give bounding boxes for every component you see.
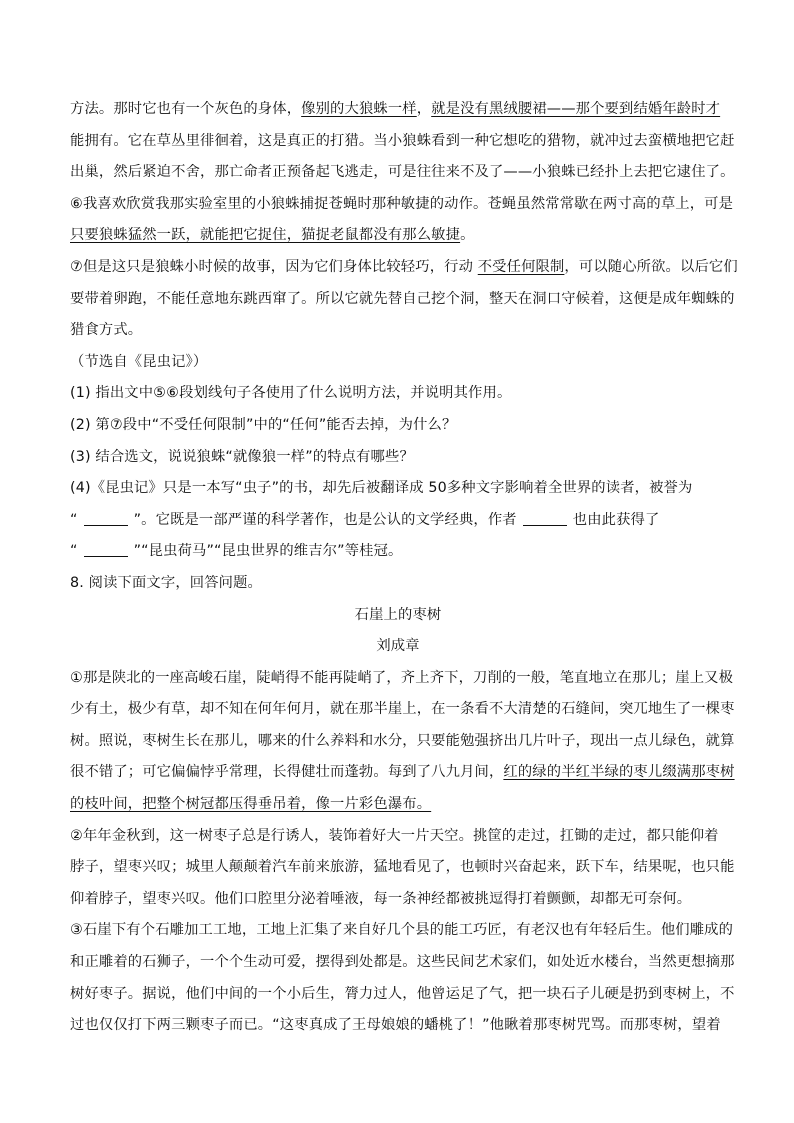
text-line [70, 600, 726, 632]
text-line [70, 284, 735, 316]
answer-blank [84, 511, 128, 526]
underlined-text: 的枝叶间，把整个树冠都压得垂吊着，像一片彩色瀑布。 [70, 796, 432, 813]
text-line [70, 694, 735, 726]
text-segment: （节选自《昆虫记》） [70, 353, 208, 370]
text-line [70, 915, 734, 947]
text-segment: 仰着脖子，望枣兴叹。他们口腔里分泌着唾液，每一条神经都被挑逗得打着颤颤，却都无可奈何。 [70, 890, 692, 907]
underlined-text: 只要狼蛛猛然一跃，就能把它捉住，猫捉老鼠都没有那么敏捷 [70, 227, 461, 244]
text-line [70, 1010, 726, 1042]
text-segment: (3) 结合选文，说说狼蛛“就像狼一样”的特点有哪些？ [70, 448, 414, 465]
text-segment: (4)《昆虫记》只是一本写“虫子”的书，却先后被翻译成 50多种文字影响着全世界的读者，被誉为 [70, 480, 693, 497]
text-line [70, 252, 738, 284]
text-line [70, 821, 726, 853]
text-line [70, 505, 726, 537]
text-line [70, 126, 735, 158]
text-line [70, 852, 735, 884]
text-segment: ②年年金秋到，这一树枣子总是行诱人，装饰着好大一片天空。挑筐的走过，扛锄的走过，都只能仰着 [70, 827, 719, 844]
text-segment: 猎食方式。 [70, 322, 143, 339]
text-segment: 树好枣子。据说，他们中间的一个小后生，膂力过人，他曾运足了气，把一块石子儿硬是扔到枣树上，不 [70, 985, 735, 1002]
text-segment: “ [70, 511, 78, 528]
underlined-text: 像别的大狼蛛一样 [301, 101, 417, 117]
text-line [70, 315, 726, 347]
text-segment: ， [416, 101, 432, 117]
text-segment: 能拥有。它在草丛里徘徊着，这是真正的打猎。当小狼蛛看到一种它想吃的猎物，就冲过去蛮横地把它赶 [70, 132, 735, 149]
text-segment: 很不错了；可它偏偏悖乎常理，长得健壮而蓬勃。每到了八九月间， [70, 764, 504, 781]
text-line [70, 347, 726, 379]
text-segment: 和正雕着的石狮子，一个个生动可爱，摆得到处都是。这些民间艺术家们，如处近水楼台，当然更想摘那 [70, 954, 735, 971]
answer-blank [84, 542, 128, 557]
text-line [70, 789, 726, 821]
text-segment: 脖子，望枣兴叹；城里人颠颠着汽车前来旅游，猛地看见了，也顿时兴奋起来，跃下车，结果呢，也只能 [70, 859, 735, 876]
text-segment: ，可以随心所欲。以后它们 [564, 258, 738, 275]
text-line [70, 979, 735, 1011]
text-segment: 要带着卵跑，不能任意地东跳西窜了。所以它就先替自己挖个洞，整天在洞口守候着，这便是成年蜘蛛的 [70, 290, 735, 307]
answer-blank [523, 511, 567, 526]
text-segment: (1) 指出文中⑤⑥段划线句子各使用了什么说明方法，并说明其作用。 [70, 385, 512, 402]
text-segment: ”。它既是一部严谨的科学著作，也是公认的文学经典，作者 [133, 511, 517, 528]
text-segment: “ [70, 543, 78, 560]
text-line [70, 473, 726, 505]
text-line [70, 757, 735, 789]
text-line [70, 189, 734, 221]
underlined-text: 红的绿的半红半绿的枣儿缀满那枣树 [503, 764, 735, 781]
text-line [70, 726, 735, 758]
text-segment: ③石崖下有个石雕加工工地，工地上汇集了来自好几个县的能工巧匠，有老汉也有年轻后生。他们雕成的 [70, 922, 734, 939]
text-line [70, 442, 726, 474]
text-segment: (2) 第⑦段中“不受任何限制”中的“任何”能否去掉，为什么？ [70, 416, 457, 433]
text-line [70, 378, 726, 410]
text-segment: ①那是陕北的一座高峻石崖，陡峭得不能再陡峭了，齐上齐下，刀削的一般，笔直地立在那儿；崖上又极 [70, 669, 734, 686]
text-segment: 少有土，极少有草，却不知在何年何月，就在那半崖上，在一条看不大清楚的石缝间，突兀地生了一棵枣 [70, 701, 735, 718]
text-line [70, 94, 726, 126]
text-segment: 也由此获得了 [572, 511, 660, 528]
text-segment: 树。照说，枣树生长在那儿，哪来的什么养料和水分，只要能勉强挤出几片叶子，现出一点儿绿色，就算 [70, 732, 735, 749]
underlined-text: 不受任何限制 [477, 258, 565, 275]
text-line [70, 663, 734, 695]
text-segment: 8. 阅读下面文字，回答问题。 [70, 574, 262, 591]
document-body [70, 94, 738, 1042]
text-line [70, 157, 735, 189]
text-segment: ⑥我喜欢欣赏我那实验室里的小狼蛛捕捉苍蝇时那种敏捷的动作。苍蝇虽然常常歇在两寸高的草上，可是 [70, 195, 734, 212]
text-line [70, 631, 726, 663]
underlined-text: 就是没有黑绒腰裙——那个要到结婚年龄时才 [431, 101, 721, 117]
text-segment: 石崖上的枣树 [354, 606, 442, 623]
text-segment: 过也仅仅打下两三颗枣子而已。“这枣真成了王母娘娘的蟠桃了！”他瞅着那枣树咒骂。而那枣树，望着 [70, 1017, 721, 1034]
text-segment: 方法。那时它也有一个灰色的身体， [70, 101, 302, 117]
text-segment: 刘成章 [376, 638, 420, 655]
text-segment: 。 [460, 227, 475, 244]
text-segment: ⑦但是这只是狼蛛小时候的故事，因为它们身体比较轻巧，行动 [70, 258, 478, 275]
text-line [70, 568, 726, 600]
text-line [70, 884, 726, 916]
text-line [70, 220, 726, 252]
text-line [70, 410, 726, 442]
text-segment: 出巢，然后紧迫不舍，那亡命者正预备起飞逃走，可是往往来不及了——小狼蛛已经扑上去把它逮住了。 [70, 164, 735, 181]
text-segment: ”“昆虫荷马”“昆虫世界的维吉尔”等桂冠。 [133, 543, 403, 560]
text-line [70, 947, 735, 979]
text-line [70, 536, 726, 568]
